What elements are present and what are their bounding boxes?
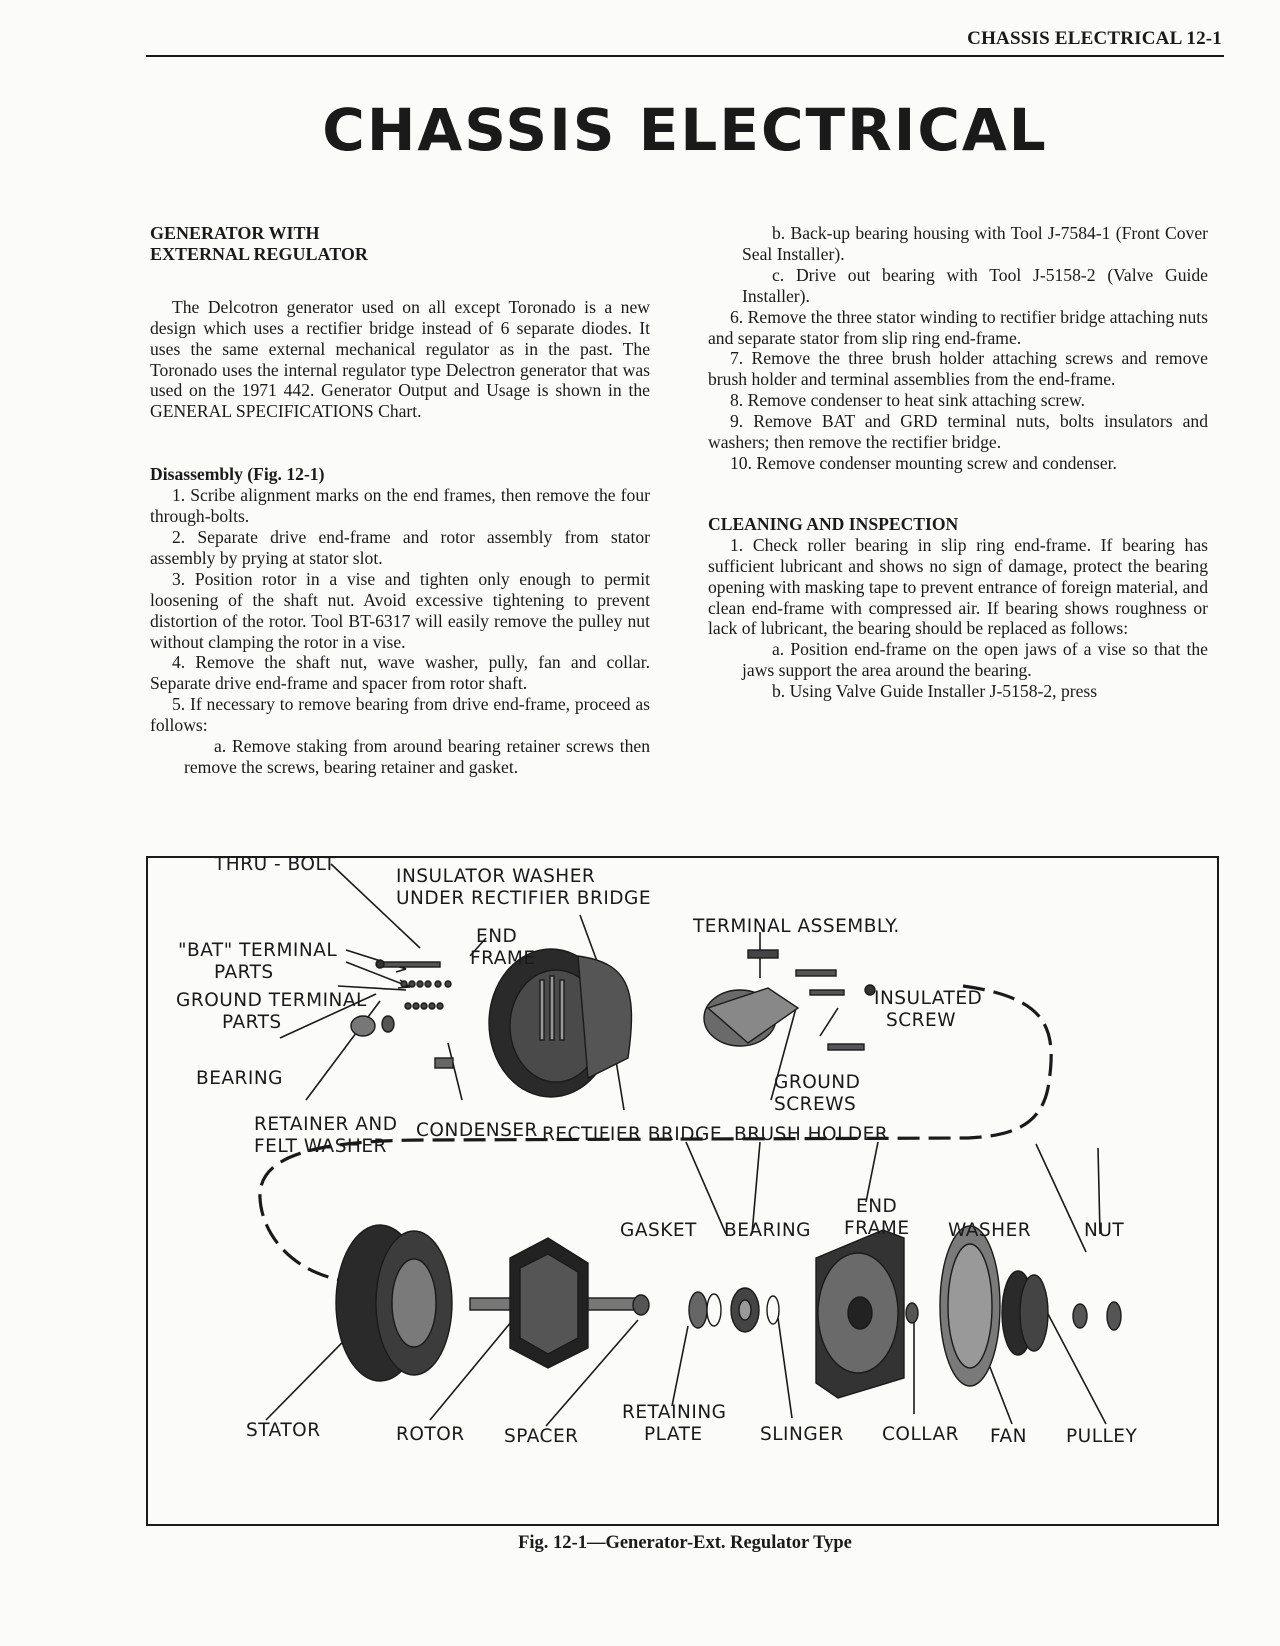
step-2: 2. Separate drive end-frame and rotor assembly from stator assembly by prying at stator slot.	[150, 526, 650, 568]
label-fan: FAN	[990, 1426, 1027, 1447]
label-thru-bolt: THRU - BOLT	[214, 854, 336, 875]
label-spacer: SPACER	[504, 1426, 579, 1447]
label-end-frame-2b: FRAME	[844, 1218, 910, 1239]
label-terminal-assembly: TERMINAL ASSEMBLY.	[693, 916, 900, 937]
drive-end-group	[336, 1225, 1121, 1398]
label-pulley: PULLEY	[1066, 1426, 1138, 1447]
step-10: 10. Remove condenser mounting screw and condenser.	[730, 452, 1117, 473]
label-brush-holder: BRUSH HOLDER	[734, 1124, 889, 1145]
section-heading-line2: EXTERNAL REGULATOR	[150, 243, 368, 264]
label-retainer-1: RETAINER AND	[254, 1114, 398, 1135]
label-end-frame-2a: END	[856, 1196, 898, 1217]
intro-paragraph: The Delcotron generator used on all except Toronado is a new design which uses a rectifier bridge instead of 6 separate diodes. It uses the same external mechanical regulator as in the past. The Toronado uses the internal regulator type Delectron generator that was used on the 1971 442. Generator Output and Usage is shown in the GENERAL SPECIFICATIONS Chart.	[150, 296, 650, 422]
section-heading-line1: GENERATOR WITH	[150, 223, 320, 243]
label-rotor: ROTOR	[396, 1424, 465, 1445]
step-7: 7. Remove the three brush holder attaching screws and remove brush holder and terminal assemblies from the end-frame.	[708, 348, 1208, 390]
label-condenser: CONDENSER	[416, 1120, 538, 1141]
label-ground-screws-1: GROUND	[774, 1072, 861, 1093]
label-ground-terminal-1: GROUND TERMINAL	[176, 990, 367, 1011]
exploded-view-figure	[146, 856, 1219, 1526]
right-column	[708, 223, 1208, 702]
label-insulated-screw-2: SCREW	[886, 1010, 956, 1031]
cleaning-step-1a: a. Position end-frame on the open jaws of a vise so that the jaws support the area around the bearing.	[742, 639, 1208, 681]
label-ground-terminal-2: PARTS	[222, 1012, 282, 1033]
step-5a: a. Remove staking from around bearing retainer screws then remove the screws, bearing retainer and gasket.	[184, 736, 650, 777]
cleaning-heading: CLEANING AND INSPECTION	[708, 513, 959, 534]
cleaning-step-1: 1. Check roller bearing in slip ring end-frame. If bearing has sufficient lubricant and shows no sign of damage, protect the bearing opening with masking tape to prevent entrance of foreign material, and clean end-frame with compressed air. If bearing shows roughness or lack of lubricant, the bearing should be replaced as follows:	[708, 534, 1208, 639]
step-9: 9. Remove BAT and GRD terminal nuts, bolts insulators and washers; then remove the rectifier bridge.	[708, 411, 1208, 453]
running-head: CHASSIS ELECTRICAL 12-1	[967, 28, 1222, 49]
step-8: 8. Remove condenser to heat sink attaching screw.	[730, 390, 1086, 411]
cleaning-step-1b: b. Using Valve Guide Installer J-5158-2, press	[772, 681, 1098, 702]
step-6: 6. Remove the three stator winding to rectifier bridge attaching nuts and separate stator from slip ring end-frame.	[708, 306, 1208, 348]
label-ground-screws-2: SCREWS	[774, 1094, 857, 1115]
brush-holder-group	[704, 950, 875, 1050]
label-retaining-plate-1: RETAINING	[622, 1402, 727, 1423]
page-title: CHASSIS ELECTRICAL	[322, 96, 1048, 164]
disassembly-heading: Disassembly (Fig. 12-1)	[150, 464, 325, 485]
label-bat-terminal-2: PARTS	[214, 962, 274, 983]
label-end-frame-1b: FRAME	[470, 948, 536, 969]
label-bearing-1: BEARING	[196, 1068, 284, 1089]
step-4: 4. Remove the shaft nut, wave washer, pully, fan and collar. Separate drive end-frame and spacer from rotor shaft.	[150, 652, 650, 694]
label-insulated-screw-1: INSULATED	[874, 988, 983, 1009]
label-nut: NUT	[1084, 1220, 1125, 1241]
step-5: 5. If necessary to remove bearing from drive end-frame, proceed as follows:	[150, 694, 650, 736]
label-bat-terminal-1: "BAT" TERMINAL	[178, 940, 338, 961]
slip-ring-end-group	[351, 949, 631, 1097]
step-5c: c. Drive out bearing with Tool J-5158-2 (Valve Guide Installer).	[742, 264, 1208, 306]
figure-caption: Fig. 12-1—Generator-Ext. Regulator Type	[518, 1533, 852, 1553]
label-gasket: GASKET	[620, 1220, 697, 1241]
left-column	[150, 223, 650, 778]
header-rule	[146, 55, 1224, 57]
label-retaining-plate-2: PLATE	[644, 1424, 703, 1445]
label-insulator-washer-2: UNDER RECTIFIER BRIDGE	[396, 888, 652, 909]
label-rectifier-bridge: RECTIFIER BRIDGE	[542, 1124, 723, 1145]
label-bearing-2: BEARING	[724, 1220, 812, 1241]
step-1: 1. Scribe alignment marks on the end frames, then remove the four through-bolts.	[150, 485, 650, 527]
label-stator: STATOR	[246, 1420, 321, 1441]
step-5b: b. Back-up bearing housing with Tool J-7584-1 (Front Cover Seal Installer).	[742, 223, 1208, 264]
label-collar: COLLAR	[882, 1424, 960, 1445]
label-retainer-2: FELT WASHER	[254, 1136, 387, 1157]
step-3: 3. Position rotor in a vise and tighten only enough to permit loosening of the shaft nut. Avoid excessive tightening to prevent distortion of the rotor. Tool BT-6317 will easily remove the pulley nut without clamping the rotor in a vise.	[150, 568, 650, 652]
label-washer: WASHER	[948, 1220, 1032, 1241]
label-slinger: SLINGER	[760, 1424, 844, 1445]
label-insulator-washer-1: INSULATOR WASHER	[396, 866, 596, 887]
label-end-frame-1a: END	[476, 926, 518, 947]
